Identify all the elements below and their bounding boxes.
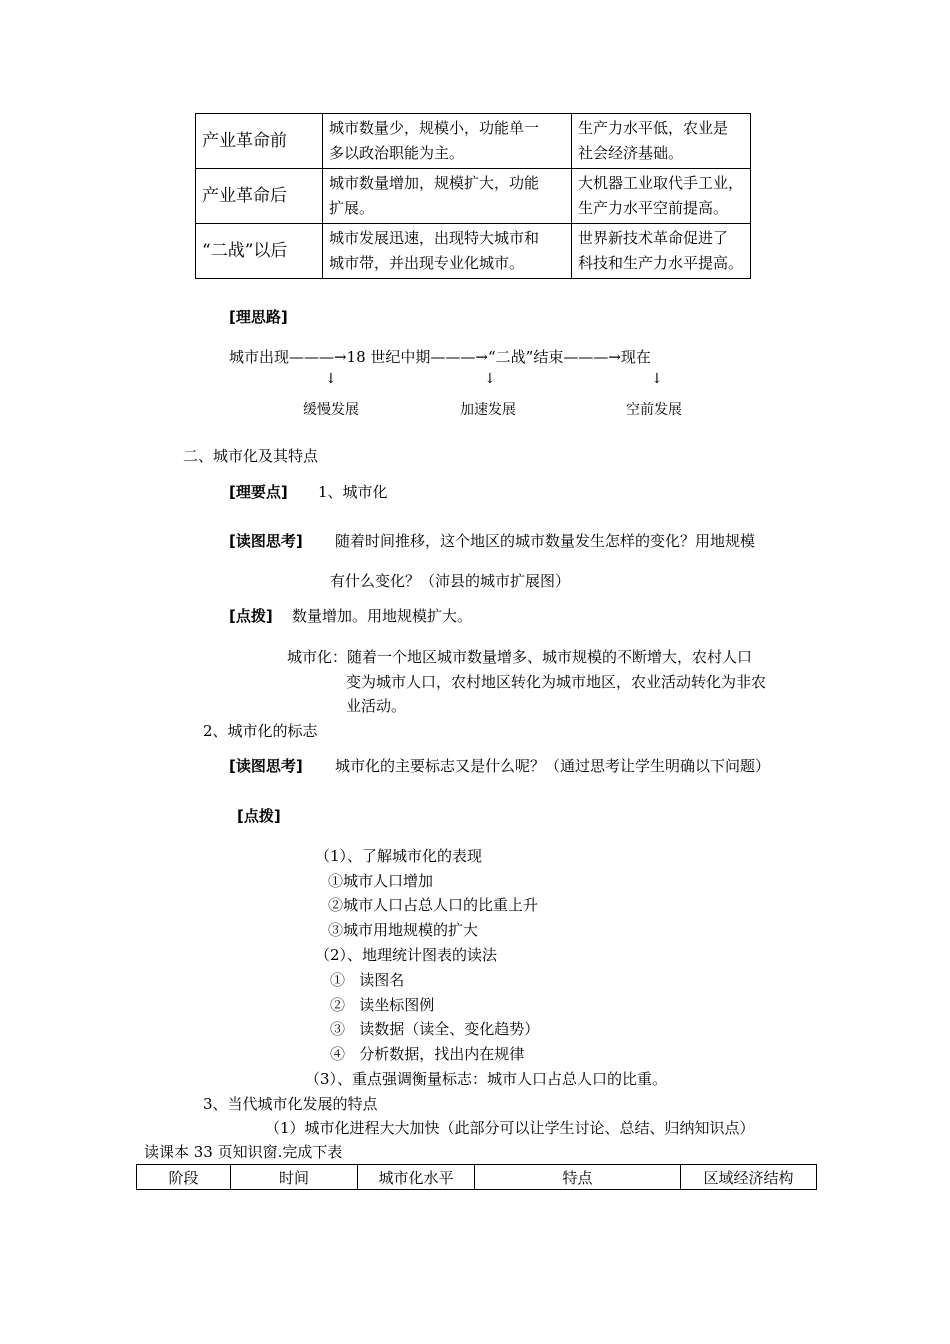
- base-line: 社会经济基础。: [578, 144, 684, 162]
- point-item: ② 读坐标图例: [330, 996, 435, 1014]
- urban-development-table: [195, 113, 751, 279]
- definition-text: 业活动。: [346, 697, 407, 715]
- down-arrow-icon: ↓: [484, 371, 496, 387]
- table-header-row: [137, 1165, 817, 1190]
- point-item: （2）、地理统计图表的读法: [315, 946, 498, 964]
- desc-line: 城市发展迅速，出现特大城市和: [329, 229, 540, 247]
- column-header: 特点: [475, 1165, 681, 1190]
- flow-label: 空前发展: [626, 402, 682, 418]
- column-header: 时间: [231, 1165, 358, 1190]
- think-text: 有什么变化？（沛县的城市扩展图）: [330, 572, 571, 590]
- point-item: ① 读图名: [330, 971, 405, 989]
- point-item: ③ 读数据（读全、变化趋势）: [330, 1020, 540, 1038]
- base-cell: [572, 114, 751, 169]
- point-item: ②城市人口占总人口的比重上升: [328, 896, 539, 914]
- base-line: 世界新技术革命促进了: [578, 229, 729, 247]
- flow-label: 加速发展: [460, 402, 516, 418]
- subsection-title: 2、城市化的标志: [203, 722, 318, 740]
- definition-text: 城市化：随着一个地区城市数量增多、城市规模的不断增大，农村人口: [287, 648, 753, 666]
- base-line: 大机器工业取代手工业，: [578, 174, 744, 192]
- point-item: （1）、了解城市化的表现: [315, 847, 483, 865]
- point-item: ④ 分析数据，找出内在规律: [330, 1045, 525, 1063]
- instruction-text: 读课本 33 页知识窗.完成下表: [144, 1143, 343, 1161]
- hint-tag: [点拨]: [229, 607, 273, 625]
- desc-line: 城市数量增加，规模扩大，功能: [329, 174, 540, 192]
- desc-line: 扩展。: [329, 199, 375, 217]
- desc-line: 城市数量少，规模小，功能单一: [329, 119, 540, 137]
- hint-text: 数量增加。用地规模扩大。: [292, 607, 473, 625]
- think-tag: [读图思考]: [229, 532, 303, 550]
- flow-label: 缓慢发展: [303, 402, 359, 418]
- base-line: 生产力水平低，农业是: [578, 119, 729, 137]
- desc-line: 多以政治职能为主。: [329, 144, 465, 162]
- table-row: [196, 224, 751, 279]
- key-points-tag: [理要点]: [229, 483, 288, 501]
- think-tag: [读图思考]: [229, 757, 303, 775]
- subsection-title: 3、当代城市化发展的特点: [203, 1095, 378, 1113]
- desc-cell: [323, 114, 572, 169]
- stage-cell: 产业革命前: [196, 114, 323, 169]
- flow-heading: [理思路]: [229, 308, 288, 326]
- flow-line: 城市出现———→18 世纪中期———→“二战”结束———→现在: [229, 348, 651, 366]
- desc-cell: [323, 169, 572, 224]
- column-header: 阶段: [137, 1165, 231, 1190]
- urbanization-stage-table: [136, 1164, 817, 1190]
- base-line: 生产力水平空前提高。: [578, 199, 729, 217]
- desc-cell: [323, 224, 572, 279]
- desc-line: 城市带，并出现专业化城市。: [329, 254, 525, 272]
- hint-tag: [点拨]: [237, 807, 281, 825]
- definition-text: 变为城市人口，农村地区转化为城市地区，农业活动转化为非农: [346, 673, 767, 691]
- stage-cell: 产业革命后: [196, 169, 323, 224]
- think-text: 城市化的主要标志又是什么呢？（通过思考让学生明确以下问题）: [335, 757, 771, 775]
- key-points-text: 1、城市化: [318, 483, 388, 501]
- table-row: [196, 169, 751, 224]
- column-header: 区域经济结构: [681, 1165, 817, 1190]
- down-arrow-icon: ↓: [651, 371, 663, 387]
- subsection-text: （1）城市化进程大大加快（此部分可以让学生讨论、总结、归纳知识点）: [265, 1119, 755, 1137]
- base-cell: [572, 224, 751, 279]
- section-title: 二、城市化及其特点: [183, 447, 319, 465]
- base-line: 科技和生产力水平提高。: [578, 254, 744, 272]
- think-text: 随着时间推移，这个地区的城市数量发生怎样的变化？用地规模: [335, 532, 756, 550]
- point-item: ③城市用地规模的扩大: [328, 921, 479, 939]
- table-row: [196, 114, 751, 169]
- base-cell: [572, 169, 751, 224]
- stage-cell: “二战”以后: [196, 224, 323, 279]
- column-header: 城市化水平: [358, 1165, 475, 1190]
- down-arrow-icon: ↓: [325, 371, 337, 387]
- point-item: ①城市人口增加: [328, 872, 434, 890]
- point-item: （3）、重点强调衡量标志：城市人口占总人口的比重。: [305, 1070, 668, 1088]
